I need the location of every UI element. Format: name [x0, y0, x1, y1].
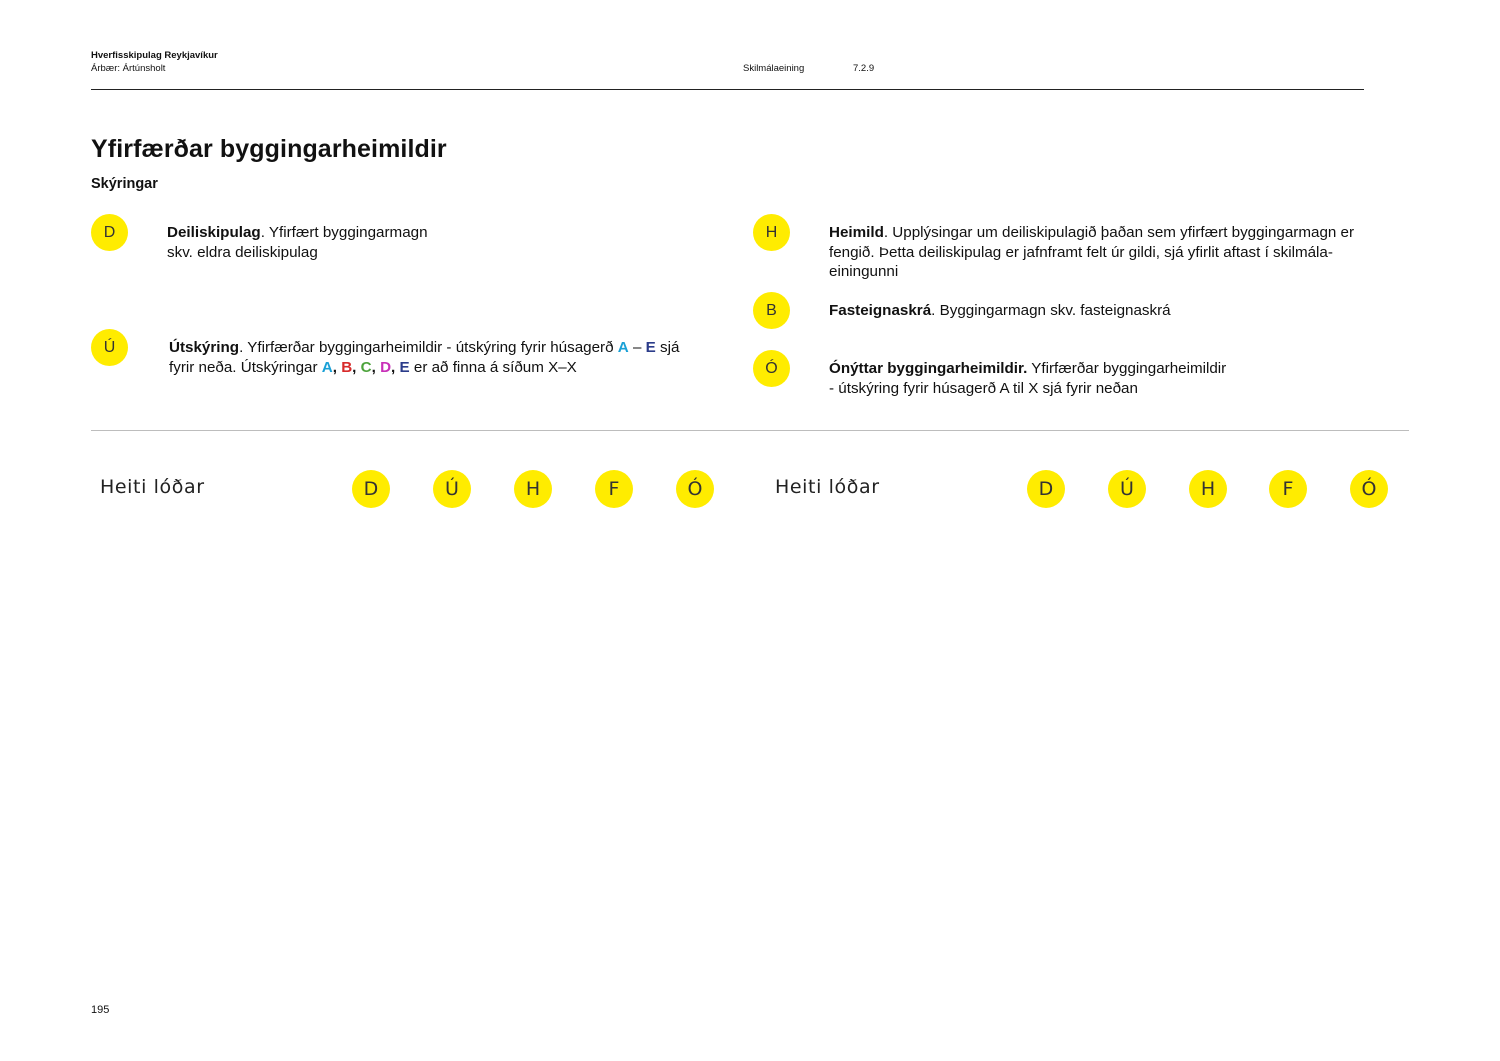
section-label: Skilmálaeining: [743, 63, 805, 74]
column-symbol-d: D: [1027, 470, 1065, 508]
legend-term: Fasteignaskrá: [829, 302, 932, 319]
column-symbol-o: Ó: [676, 470, 714, 508]
legend-heading: Skýringar: [91, 176, 158, 192]
legend-item-heimild: Heimild. Upplýsingar um deiliskipulagið þaðan sem yfirfært byggingarmagn er fengið. Þetta deiliskipulag er jafnframt felt úr gildi, sjá yfirlit aftast í skilmála- einingunni: [829, 224, 1355, 280]
legend-symbol-h: H: [753, 214, 790, 251]
column-symbol-u: Ú: [1108, 470, 1146, 508]
column-symbol-f: F: [1269, 470, 1307, 508]
legend-symbol-d: D: [91, 214, 128, 251]
column-symbol-h: H: [514, 470, 552, 508]
legend-item-utskyring: Útskýring. Yfirfærðar byggingarheimildir - útskýring fyrir húsagerð A – E sjá fyrir neða. Útskýringar A, B, C, D, E er að finna á síðum X–X: [169, 339, 680, 376]
legend-term: Útskýring: [169, 339, 240, 356]
legend-symbol-o: Ó: [753, 350, 790, 387]
section-number: 7.2.9: [853, 63, 875, 74]
column-symbol-u: Ú: [433, 470, 471, 508]
column-symbol-d: D: [352, 470, 390, 508]
legend-item-fasteignaskra: Fasteignaskrá. Byggingarmagn skv. fasteignaskrá: [829, 302, 1171, 319]
page-number: 195: [91, 1004, 110, 1016]
legend-item-deiliskipulag: Deiliskipulag. Yfirfært byggingarmagn skv. eldra deiliskipulag: [167, 224, 428, 261]
legend-term: Ónýttar byggingarheimildir.: [829, 360, 1028, 377]
page-title: Yfirfærðar byggingarheimildir: [91, 135, 447, 163]
column-symbol-h: H: [1189, 470, 1227, 508]
legend-term: Heimild: [829, 224, 884, 241]
document-series-title: Hverfisskipulag Reykjavíkur: [91, 50, 218, 61]
column-header-lot-name: Heiti lóðar: [775, 476, 880, 498]
column-header-lot-name: Heiti lóðar: [100, 476, 205, 498]
column-symbol-o: Ó: [1350, 470, 1388, 508]
legend-term: Deiliskipulag: [167, 224, 261, 241]
header-divider: [91, 89, 1364, 90]
column-symbol-f: F: [595, 470, 633, 508]
section-divider: [91, 430, 1409, 431]
legend-item-onyttar: Ónýttar byggingarheimildir. Yfirfærðar byggingarheimildir - útskýring fyrir húsagerð A til X sjá fyrir neðan: [829, 360, 1227, 397]
legend-symbol-u: Ú: [91, 329, 128, 366]
document-area-subtitle: Árbær: Ártúnsholt: [91, 63, 166, 74]
legend-symbol-b: B: [753, 292, 790, 329]
